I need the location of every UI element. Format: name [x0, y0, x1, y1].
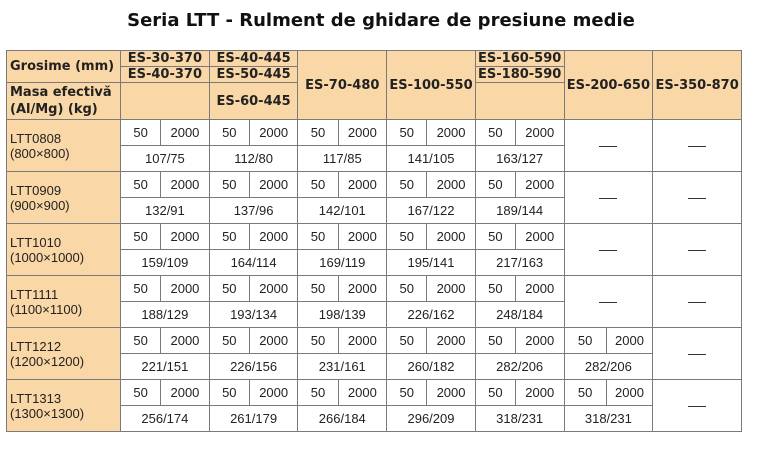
header-masa: Masa efectivă (Al/Mg) (kg) — [7, 83, 121, 120]
row-label: LTT0909 (900×900) — [7, 172, 121, 224]
dash-mark — [599, 250, 617, 251]
header-model: ES-40-370 — [121, 67, 210, 83]
dash-mark — [688, 250, 706, 251]
thickness-cell: 2000 — [338, 172, 387, 198]
mass-cell: 132/91 — [121, 198, 210, 224]
thickness-cell: 50 — [209, 224, 249, 250]
mass-cell: 137/96 — [209, 198, 298, 224]
header-model: ES-30-370 — [121, 51, 210, 67]
mass-cell: 164/114 — [209, 250, 298, 276]
row-label: LTT1212 (1200×1200) — [7, 328, 121, 380]
thickness-cell: 50 — [387, 120, 427, 146]
row-label: LTT1111 (1100×1100) — [7, 276, 121, 328]
thickness-cell: 50 — [387, 276, 427, 302]
thickness-cell: 50 — [209, 172, 249, 198]
thickness-cell: 2000 — [338, 328, 387, 354]
mass-cell: 169/119 — [298, 250, 387, 276]
thickness-cell: 50 — [475, 120, 515, 146]
empty-cell — [653, 172, 742, 224]
thickness-cell: 2000 — [515, 120, 564, 146]
mass-cell: 163/127 — [475, 146, 564, 172]
mass-cell: 231/161 — [298, 354, 387, 380]
thickness-cell: 50 — [387, 172, 427, 198]
dash-mark — [599, 198, 617, 199]
thickness-cell: 2000 — [161, 380, 210, 406]
empty-cell — [653, 380, 742, 432]
header-model — [475, 83, 564, 120]
empty-cell — [564, 276, 653, 328]
mass-cell: 296/209 — [387, 406, 476, 432]
table-row — [7, 380, 742, 406]
row-label: LTT0808 (800×800) — [7, 120, 121, 172]
thickness-cell: 2000 — [161, 276, 210, 302]
mass-cell: 141/105 — [387, 146, 476, 172]
thickness-cell: 2000 — [515, 172, 564, 198]
thickness-cell: 50 — [121, 120, 161, 146]
thickness-cell: 2000 — [515, 276, 564, 302]
thickness-cell: 50 — [121, 172, 161, 198]
thickness-cell: 50 — [209, 380, 249, 406]
empty-cell — [564, 172, 653, 224]
mass-cell: 221/151 — [121, 354, 210, 380]
row-label: LTT1313 (1300×1300) — [7, 380, 121, 432]
table-row — [7, 120, 742, 146]
specs-table — [6, 50, 742, 432]
header-model: ES-160-590 — [475, 51, 564, 67]
thickness-cell: 50 — [298, 120, 338, 146]
mass-cell: 266/184 — [298, 406, 387, 432]
mass-cell: 226/162 — [387, 302, 476, 328]
thickness-cell: 50 — [387, 328, 427, 354]
mass-cell: 217/163 — [475, 250, 564, 276]
header-model: ES-50-445 — [209, 67, 298, 83]
header-grosime: Grosime (mm) — [7, 51, 121, 83]
header-model: ES-350-870 — [653, 51, 742, 120]
mass-cell: 167/122 — [387, 198, 476, 224]
thickness-cell: 2000 — [249, 276, 298, 302]
mass-cell: 260/182 — [387, 354, 476, 380]
mass-cell: 193/134 — [209, 302, 298, 328]
dash-mark — [688, 198, 706, 199]
thickness-cell: 50 — [475, 328, 515, 354]
thickness-cell: 2000 — [161, 224, 210, 250]
thickness-cell: 50 — [475, 276, 515, 302]
table-row — [7, 172, 742, 198]
header-model: ES-60-445 — [209, 83, 298, 120]
thickness-cell: 50 — [298, 328, 338, 354]
dash-mark — [688, 146, 706, 147]
thickness-cell: 50 — [121, 328, 161, 354]
mass-cell: 142/101 — [298, 198, 387, 224]
header-model: ES-180-590 — [475, 67, 564, 83]
empty-cell — [653, 328, 742, 380]
mass-cell: 159/109 — [121, 250, 210, 276]
dash-mark — [599, 302, 617, 303]
mass-cell: 198/139 — [298, 302, 387, 328]
mass-cell: 256/174 — [121, 406, 210, 432]
empty-cell — [564, 224, 653, 276]
mass-cell: 112/80 — [209, 146, 298, 172]
header-model — [121, 83, 210, 120]
thickness-cell: 50 — [209, 120, 249, 146]
thickness-cell: 50 — [209, 328, 249, 354]
thickness-cell: 2000 — [249, 172, 298, 198]
mass-cell: 226/156 — [209, 354, 298, 380]
mass-cell: 261/179 — [209, 406, 298, 432]
thickness-cell: 2000 — [249, 380, 298, 406]
empty-cell — [653, 276, 742, 328]
thickness-cell: 2000 — [161, 120, 210, 146]
mass-cell: 318/231 — [564, 406, 653, 432]
thickness-cell: 50 — [387, 224, 427, 250]
thickness-cell: 2000 — [338, 120, 387, 146]
thickness-cell: 2000 — [427, 380, 476, 406]
thickness-cell: 50 — [564, 380, 606, 406]
thickness-cell: 2000 — [427, 172, 476, 198]
thickness-cell: 2000 — [249, 328, 298, 354]
thickness-cell: 2000 — [161, 328, 210, 354]
thickness-cell: 2000 — [606, 380, 652, 406]
thickness-cell: 2000 — [338, 380, 387, 406]
row-label: LTT1010 (1000×1000) — [7, 224, 121, 276]
thickness-cell: 50 — [387, 380, 427, 406]
table-row — [7, 328, 742, 354]
thickness-cell: 2000 — [249, 120, 298, 146]
table-row — [7, 224, 742, 250]
thickness-cell: 2000 — [427, 328, 476, 354]
header-model: ES-40-445 — [209, 51, 298, 67]
thickness-cell: 50 — [121, 224, 161, 250]
thickness-cell: 50 — [564, 328, 606, 354]
dash-mark — [688, 406, 706, 407]
dash-mark — [688, 354, 706, 355]
empty-cell — [653, 120, 742, 172]
thickness-cell: 2000 — [338, 224, 387, 250]
mass-cell: 195/141 — [387, 250, 476, 276]
thickness-cell: 50 — [475, 224, 515, 250]
header-model: ES-200-650 — [564, 51, 653, 120]
thickness-cell: 2000 — [515, 328, 564, 354]
thickness-cell: 2000 — [427, 224, 476, 250]
thickness-cell: 2000 — [515, 380, 564, 406]
thickness-cell: 50 — [298, 276, 338, 302]
table-row — [7, 276, 742, 302]
thickness-cell: 50 — [121, 380, 161, 406]
mass-cell: 282/206 — [475, 354, 564, 380]
mass-cell: 282/206 — [564, 354, 653, 380]
dash-mark — [688, 302, 706, 303]
header-model: ES-70-480 — [298, 51, 387, 120]
thickness-cell: 50 — [298, 224, 338, 250]
dash-mark — [599, 146, 617, 147]
thickness-cell: 50 — [475, 172, 515, 198]
header-model: ES-100-550 — [387, 51, 476, 120]
thickness-cell: 50 — [475, 380, 515, 406]
thickness-cell: 2000 — [338, 276, 387, 302]
thickness-cell: 2000 — [161, 172, 210, 198]
thickness-cell: 50 — [121, 276, 161, 302]
page-title: Seria LTT - Rulment de ghidare de presiune medie — [127, 10, 635, 31]
thickness-cell: 2000 — [515, 224, 564, 250]
empty-cell — [653, 224, 742, 276]
mass-cell: 318/231 — [475, 406, 564, 432]
mass-cell: 189/144 — [475, 198, 564, 224]
thickness-cell: 50 — [298, 380, 338, 406]
thickness-cell: 50 — [209, 276, 249, 302]
thickness-cell: 2000 — [606, 328, 652, 354]
thickness-cell: 50 — [298, 172, 338, 198]
thickness-cell: 2000 — [427, 120, 476, 146]
mass-cell: 248/184 — [475, 302, 564, 328]
mass-cell: 117/85 — [298, 146, 387, 172]
thickness-cell: 2000 — [249, 224, 298, 250]
mass-cell: 107/75 — [121, 146, 210, 172]
empty-cell — [564, 120, 653, 172]
thickness-cell: 2000 — [427, 276, 476, 302]
mass-cell: 188/129 — [121, 302, 210, 328]
